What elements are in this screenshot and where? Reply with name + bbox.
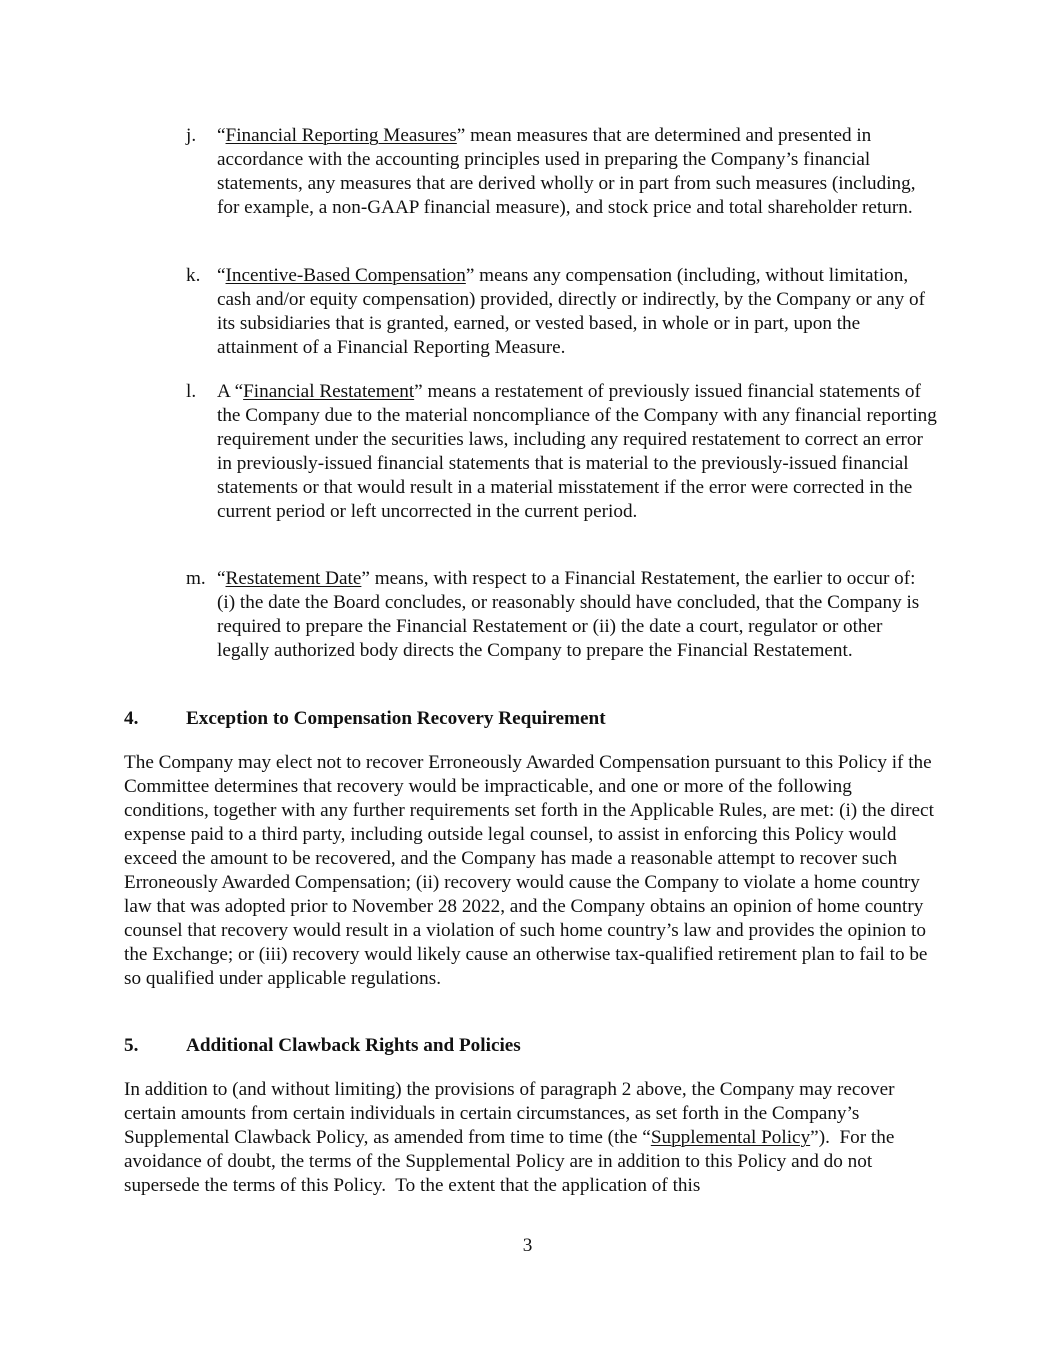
defined-term: Supplemental Policy bbox=[650, 1127, 811, 1148]
section-4-paragraph: The Company may elect not to recover Erroneously Awarded Compensation pursuant to this Policy if the Committee determines that recovery would be impracticable, and one or more of the following conditions, together with any further requirements set forth in the Applicable Rules, are met: (i) the direct expense paid to a third party, including outside legal counsel, to assist in enforcing this Policy would exceed the amount to be recovered, and the Company has made a reasonable attempt to recover such Erroneously Awarded Compensation; (ii) recovery would cause the Company to violate a home country law that was adopted prior to November 28 2022, and the Company obtains an opinion of home country counsel that recovery would result in a violation of such home country’s law and provides the opinion to the Exchange; or (iii) recovery would likely cause an otherwise tax-qualified retirement plan to fail to be so qualified under applicable regulations. bbox=[124, 752, 934, 989]
definition-text bbox=[217, 264, 937, 360]
definition-letter: m. bbox=[186, 568, 206, 589]
defined-term: Financial Reporting Measures bbox=[225, 125, 457, 146]
section-title: Exception to Compensation Recovery Requirement bbox=[186, 708, 606, 729]
definition-letter: l. bbox=[186, 381, 197, 402]
open-quote: “ bbox=[217, 125, 226, 146]
section-5-heading bbox=[124, 1034, 944, 1058]
definition-text bbox=[217, 124, 937, 220]
section-number: 5. bbox=[124, 1035, 139, 1056]
section-5-paragraph bbox=[124, 1078, 934, 1198]
defined-term: Incentive-Based Compensation bbox=[225, 265, 466, 286]
definition-body: ” means a restatement of previously issued financial statements of the Company due to the material noncompliance of the Company with any financial reporting requirement under the securities laws, including any required restatement to correct an error in previously-issued financial statements that is material to the previously-issued financial statements or that would result in a material misstatement if the error were corrected in the current period or left uncorrected in the current period. bbox=[217, 381, 937, 522]
open-quote: “ bbox=[217, 265, 226, 286]
page-number: 3 bbox=[522, 1235, 533, 1256]
definition-body: ” mean measures that are determined and presented in accordance with the accounting principles used in preparing the Company’s financial statements, any measures that are derived wholly or in part from such measures (including, for example, a non-GAAP financial measure), and stock price and total shareholder return. bbox=[217, 125, 916, 218]
definition-letter: j. bbox=[186, 125, 197, 146]
open-quote: “ bbox=[217, 568, 226, 589]
definition-body: ” means any compensation (including, without limitation, cash and/or equity compensation) provided, directly or indirectly, by the Company or any of its subsidiaries that is granted, earned, or vested based, in whole or in part, upon the attainment of a Financial Reporting Measure. bbox=[217, 265, 925, 358]
paragraph-text: ”). For the avoidance of doubt, the terms of the Supplemental Policy are in addition to this Policy and do not supersede the terms of this Policy. To the extent that the application of this bbox=[124, 1127, 895, 1196]
section-number: 4. bbox=[124, 708, 139, 729]
defined-term: Financial Restatement bbox=[243, 381, 415, 402]
section-title: Additional Clawback Rights and Policies bbox=[186, 1035, 521, 1056]
definition-body: ” means, with respect to a Financial Restatement, the earlier to occur of: (i) the date the Board concludes, or reasonably should have concluded, that the Company is required to prepare the Financial Restatement or (ii) the date a court, regulator or other legally authorized body directs the Company to prepare the Financial Restatement. bbox=[217, 568, 920, 661]
section-4-heading bbox=[124, 707, 944, 731]
definition-text bbox=[217, 380, 937, 524]
definition-text bbox=[217, 567, 937, 663]
paragraph-text: In addition to (and without limiting) the provisions of paragraph 2 above, the Company may recover certain amounts from certain individuals in certain circumstances, as set forth in the Company’s Supplemental Clawback Policy, as amended from time to time (the “ bbox=[124, 1079, 895, 1148]
open-quote: A “ bbox=[217, 381, 244, 402]
defined-term: Restatement Date bbox=[225, 568, 362, 589]
definition-letter: k. bbox=[186, 265, 201, 286]
